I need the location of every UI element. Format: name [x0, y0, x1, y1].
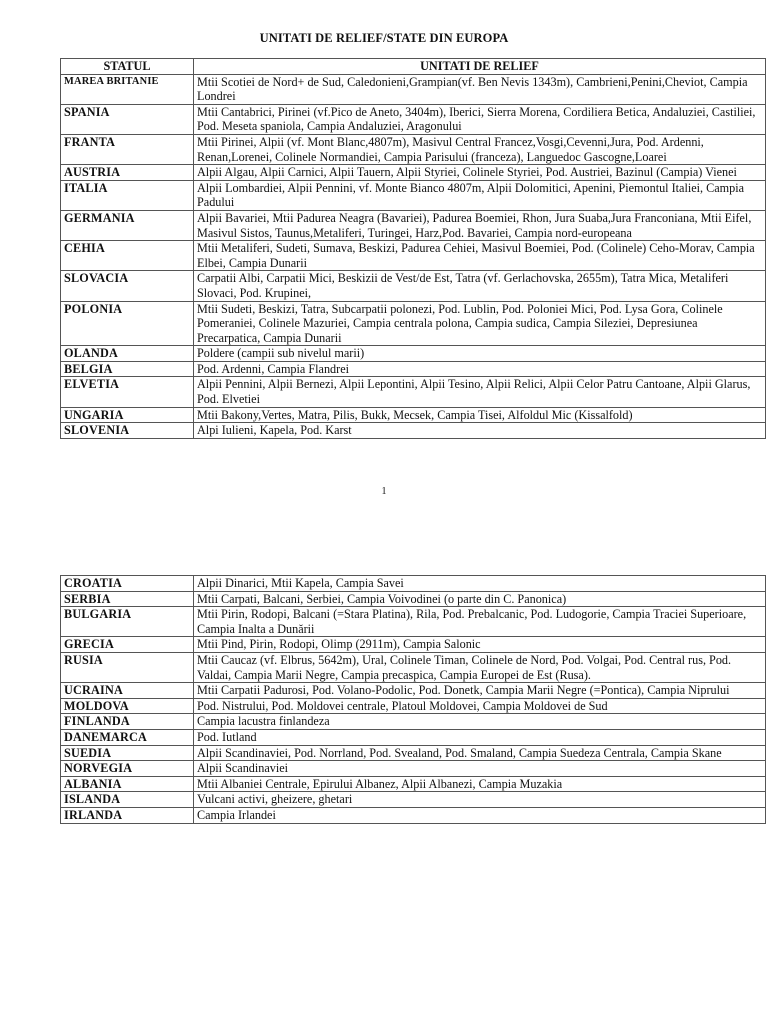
relief-cell: Alpii Bavariei, Mtii Padurea Neagra (Bavariei), Padurea Boemiei, Rhon, Jura Suaba,Jura Franconiana, Mtii Eifel, Masivul Sistos, Taunus,Metaliferi, Turingei, Harz,Pod. Bavariei, Campia nord-europeana [194, 210, 766, 240]
country-cell: FRANTA [61, 134, 194, 164]
table-row [61, 210, 766, 240]
table-row [61, 301, 766, 346]
table-row [61, 745, 766, 761]
table-row [61, 607, 766, 637]
relief-cell: Mtii Cantabrici, Pirinei (vf.Pico de Aneto, 3404m), Iberici, Sierra Morena, Cordiliera Betica, Andaluziei, Castiliei, Pod. Meseta spaniola, Campia Andaluziei, Aragonului [194, 104, 766, 134]
relief-cell: Campia lacustra finlandeza [194, 714, 766, 730]
country-cell: GERMANIA [61, 210, 194, 240]
relief-cell: Mtii Albaniei Centrale, Epirului Albanez, Alpii Albanezi, Campia Muzakia [194, 776, 766, 792]
country-cell: SLOVENIA [61, 423, 194, 439]
country-cell: ISLANDA [61, 792, 194, 808]
page-number: 1 [381, 486, 387, 497]
table-row [61, 241, 766, 271]
country-cell: RUSIA [61, 652, 194, 682]
relief-cell: Pod. Iutland [194, 729, 766, 745]
relief-cell: Alpii Scandinaviei [194, 761, 766, 777]
country-cell: DANEMARCA [61, 729, 194, 745]
relief-cell: Mtii Metaliferi, Sudeti, Sumava, Beskizi, Padurea Cehiei, Masivul Boemiei, Pod. (Colinele) Ceho-Morav, Campia Elbei, Campia Dunarii [194, 241, 766, 271]
relief-cell: Pod. Nistrului, Pod. Moldovei centrale, Platoul Moldovei, Campia Moldovei de Sud [194, 698, 766, 714]
relief-cell: Mtii Sudeti, Beskizi, Tatra, Subcarpatii polonezi, Pod. Lublin, Pod. Poloniei Mici, Pod. Lysa Gora, Colinele Pomeraniei, Colinele Mazuriei, Campia centrala polona, Campia sudica, Campia Sileziei, Depresiunea Precarpatica, Campia Dunarii [194, 301, 766, 346]
country-cell: FINLANDA [61, 714, 194, 730]
relief-cell: Mtii Carpati, Balcani, Serbiei, Campia Voivodinei (o parte din C. Panonica) [194, 591, 766, 607]
country-cell: UNGARIA [61, 407, 194, 423]
table-row [61, 180, 766, 210]
table-row [61, 652, 766, 682]
table-row [61, 591, 766, 607]
table-row [61, 134, 766, 164]
country-cell: ELVETIA [61, 377, 194, 407]
table-row [61, 637, 766, 653]
country-cell: MOLDOVA [61, 698, 194, 714]
country-cell: NORVEGIA [61, 761, 194, 777]
relief-cell: Campia Irlandei [194, 807, 766, 823]
table-row [61, 698, 766, 714]
country-cell: ALBANIA [61, 776, 194, 792]
relief-cell: Mtii Carpatii Padurosi, Pod. Volano-Podolic, Pod. Donetk, Campia Marii Negre (=Pontica), Campia Niprului [194, 683, 766, 699]
relief-cell: Alpii Dinarici, Mtii Kapela, Campia Savei [194, 576, 766, 592]
relief-cell: Mtii Bakony,Vertes, Matra, Pilis, Bukk, Mecsek, Campia Tisei, Alfoldul Mic (Kissalfold) [194, 407, 766, 423]
table-row [61, 104, 766, 134]
relief-cell: Mtii Pind, Pirin, Rodopi, Olimp (2911m), Campia Salonic [194, 637, 766, 653]
relief-table-page-1 [60, 58, 766, 439]
country-cell: ITALIA [61, 180, 194, 210]
country-cell: POLONIA [61, 301, 194, 346]
country-cell: MAREA BRITANIE [61, 74, 194, 104]
table-row [61, 807, 766, 823]
country-cell: CROATIA [61, 576, 194, 592]
relief-cell: Poldere (campii sub nivelul marii) [194, 346, 766, 362]
relief-cell: Alpii Algau, Alpii Carnici, Alpii Tauern, Alpii Styriei, Colinele Styriei, Pod. Austriei, Bazinul (Campia) Vienei [194, 165, 766, 181]
relief-cell: Vulcani activi, gheizere, ghetari [194, 792, 766, 808]
column-header-country: STATUL [61, 59, 194, 75]
table-row [61, 576, 766, 592]
relief-table-page-2 [60, 575, 766, 824]
country-cell: BULGARIA [61, 607, 194, 637]
table-row [61, 714, 766, 730]
table-header-row [61, 59, 766, 75]
country-cell: CEHIA [61, 241, 194, 271]
relief-cell: Alpii Pennini, Alpii Bernezi, Alpii Lepontini, Alpii Tesino, Alpii Relici, Alpii Celor Patru Cantoane, Alpii Glarus, Pod. Elvetiei [194, 377, 766, 407]
table-row [61, 683, 766, 699]
relief-cell: Alpii Scandinaviei, Pod. Norrland, Pod. Svealand, Pod. Smaland, Campia Suedeza Centrala, Campia Skane [194, 745, 766, 761]
table-row [61, 377, 766, 407]
table-row [61, 792, 766, 808]
table-row [61, 761, 766, 777]
table-row [61, 346, 766, 362]
country-cell: SUEDIA [61, 745, 194, 761]
country-cell: SPANIA [61, 104, 194, 134]
relief-cell: Mtii Scotiei de Nord+ de Sud, Caledonieni,Grampian(vf. Ben Nevis 1343m), Cambrieni,Penini,Cheviot, Campia Londrei [194, 74, 766, 104]
country-cell: OLANDA [61, 346, 194, 362]
table-row [61, 165, 766, 181]
country-cell: BELGIA [61, 361, 194, 377]
country-cell: AUSTRIA [61, 165, 194, 181]
table-row [61, 361, 766, 377]
table-row [61, 74, 766, 104]
relief-cell: Pod. Ardenni, Campia Flandrei [194, 361, 766, 377]
relief-cell: Carpatii Albi, Carpatii Mici, Beskizii de Vest/de Est, Tatra (vf. Gerlachovska, 2655m), Tatra Mica, Metaliferi Slovaci, Pod. Krupinei, [194, 271, 766, 301]
country-cell: GRECIA [61, 637, 194, 653]
relief-cell: Mtii Caucaz (vf. Elbrus, 5642m), Ural, Colinele Timan, Colinele de Nord, Pod. Volgai, Pod. Central rus, Pod. Valdai, Campia Marii Negre, Campia precaspica, Campia Europei de Est (Rusa). [194, 652, 766, 682]
country-cell: SLOVACIA [61, 271, 194, 301]
table-row [61, 423, 766, 439]
table-row [61, 271, 766, 301]
table-row [61, 407, 766, 423]
column-header-relief: UNITATI DE RELIEF [194, 59, 766, 75]
country-cell: UCRAINA [61, 683, 194, 699]
relief-cell: Mtii Pirin, Rodopi, Balcani (=Stara Platina), Rila, Pod. Prebalcanic, Pod. Ludogorie, Campia Traciei Superioare, Campia Inalta a Dunării [194, 607, 766, 637]
relief-cell: Mtii Pirinei, Alpii (vf. Mont Blanc,4807m), Masivul Central Francez,Vosgi,Cevenni,Jura, Pod. Ardenni, Renan,Lorenei, Colinele Normandiei, Campia Parisului (franceza), Languedoc Gascogne,Loarei [194, 134, 766, 164]
document-title: UNITATI DE RELIEF/STATE DIN EUROPA [259, 31, 509, 45]
table-row [61, 776, 766, 792]
table-row [61, 729, 766, 745]
relief-cell: Alpi Iulieni, Kapela, Pod. Karst [194, 423, 766, 439]
country-cell: SERBIA [61, 591, 194, 607]
relief-cell: Alpii Lombardiei, Alpii Pennini, vf. Monte Bianco 4807m, Alpii Dolomitici, Apenini, Piemontul Italiei, Campia Padului [194, 180, 766, 210]
country-cell: IRLANDA [61, 807, 194, 823]
